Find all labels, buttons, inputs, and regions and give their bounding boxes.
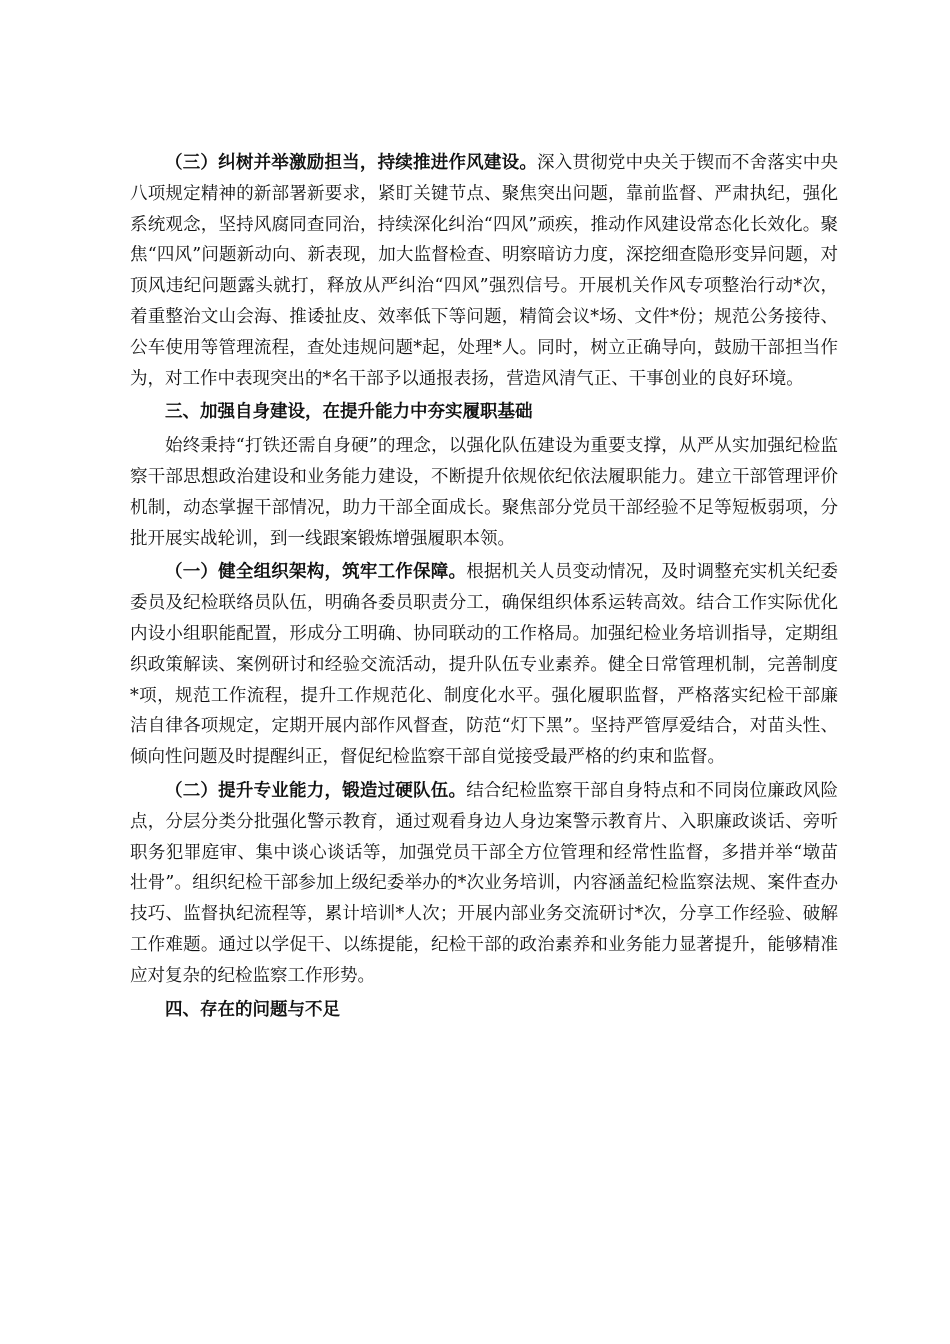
paragraph-style-building <box>130 148 838 394</box>
paragraph-capability <box>130 776 838 992</box>
paragraph-lead: （一）健全组织架构，筑牢工作保障。 <box>165 562 467 583</box>
paragraph-body: 结合纪检监察干部自身特点和不同岗位廉政风险点，分层分类分批强化警示教育，通过观看身边人身边案警示教育片、入职廉政谈话、旁听职务犯罪庭审、集中谈心谈话等，加强党员干部全方位管理和经常性监督，多措并举“墩苗壮骨”。组织纪检干部参加上级纪委举办的*次业务培训，内容涵盖纪检监察法规、案件查办技巧、监督执纪流程等，累计培训*人次；开展内部业务交流研讨*次，分享工作经验、破解工作难题。通过以学促干、以练提能，纪检干部的政治素养和业务能力显著提升，能够精准应对复杂的纪检监察工作形势。 <box>130 780 839 986</box>
section-heading-4: 四、存在的问题与不足 <box>165 999 340 1020</box>
document-page <box>130 148 838 1028</box>
section-intro: 始终秉持“打铁还需自身硬”的理念，以强化队伍建设为重要支撑，从严从实加强纪检监察干部思想政治建设和业务能力建设，不断提升依规依纪依法履职能力。建立干部管理评价机制，动态掌握干部情况，助力干部全面成长。聚焦部分党员干部经验不足等短板弱项，分批开展实战轮训，到一线跟案锻炼增强履职本领。 <box>130 436 838 549</box>
paragraph-lead: （三）纠树并举激励担当，持续推进作风建设。 <box>165 153 538 173</box>
paragraph-lead: （二）提升专业能力，锻造过硬队伍。 <box>165 780 467 801</box>
paragraph-body: 深入贯彻党中央关于锲而不舍落实中央八项规定精神的新部署新要求，紧盯关键节点、聚焦突出问题，靠前监督、严肃执纪，强化系统观念，坚持风腐同查同治，持续深化纠治“四风”顽疾，推动作风建设常态化长效化。聚焦“四风”问题新动向、新表现，加大监督检查、明察暗访力度，深挖细查隐形变异问题，对顶风违纪问题露头就打，释放从严纠治“四风”强烈信号。开展机关作风专项整治行动*次，着重整治文山会海、推诿扯皮、效率低下等问题，精简会议*场、文件*份；规范公务接待、公车使用等管理流程，查处违规问题*起，处理*人。同时，树立正确导向，鼓励干部担当作为，对工作中表现突出的*名干部予以通报表扬，营造风清气正、干事创业的良好环境。 <box>130 153 839 389</box>
paragraph-organization <box>130 557 838 773</box>
paragraph-body: 根据机关人员变动情况，及时调整充实机关纪委委员及纪检联络员队伍，明确各委员职责分工，确保组织体系运转高效。结合工作实际优化内设小组职能配置，形成分工明确、协同联动的工作格局。加强纪检业务培训指导，定期组织政策解读、案例研讨和经验交流活动，提升队伍专业素养。健全日常管理机制，完善制度*项，规范工作流程，提升工作规范化、制度化水平。强化履职监督，严格落实纪检干部廉洁自律各项规定，定期开展内部作风督查，防范“灯下黑”。坚持严管厚爱结合，对苗头性、倾向性问题及时提醒纠正，督促纪检监察干部自觉接受最严格的约束和监督。 <box>130 562 839 768</box>
section-heading-3: 三、加强自身建设，在提升能力中夯实履职基础 <box>165 402 533 423</box>
